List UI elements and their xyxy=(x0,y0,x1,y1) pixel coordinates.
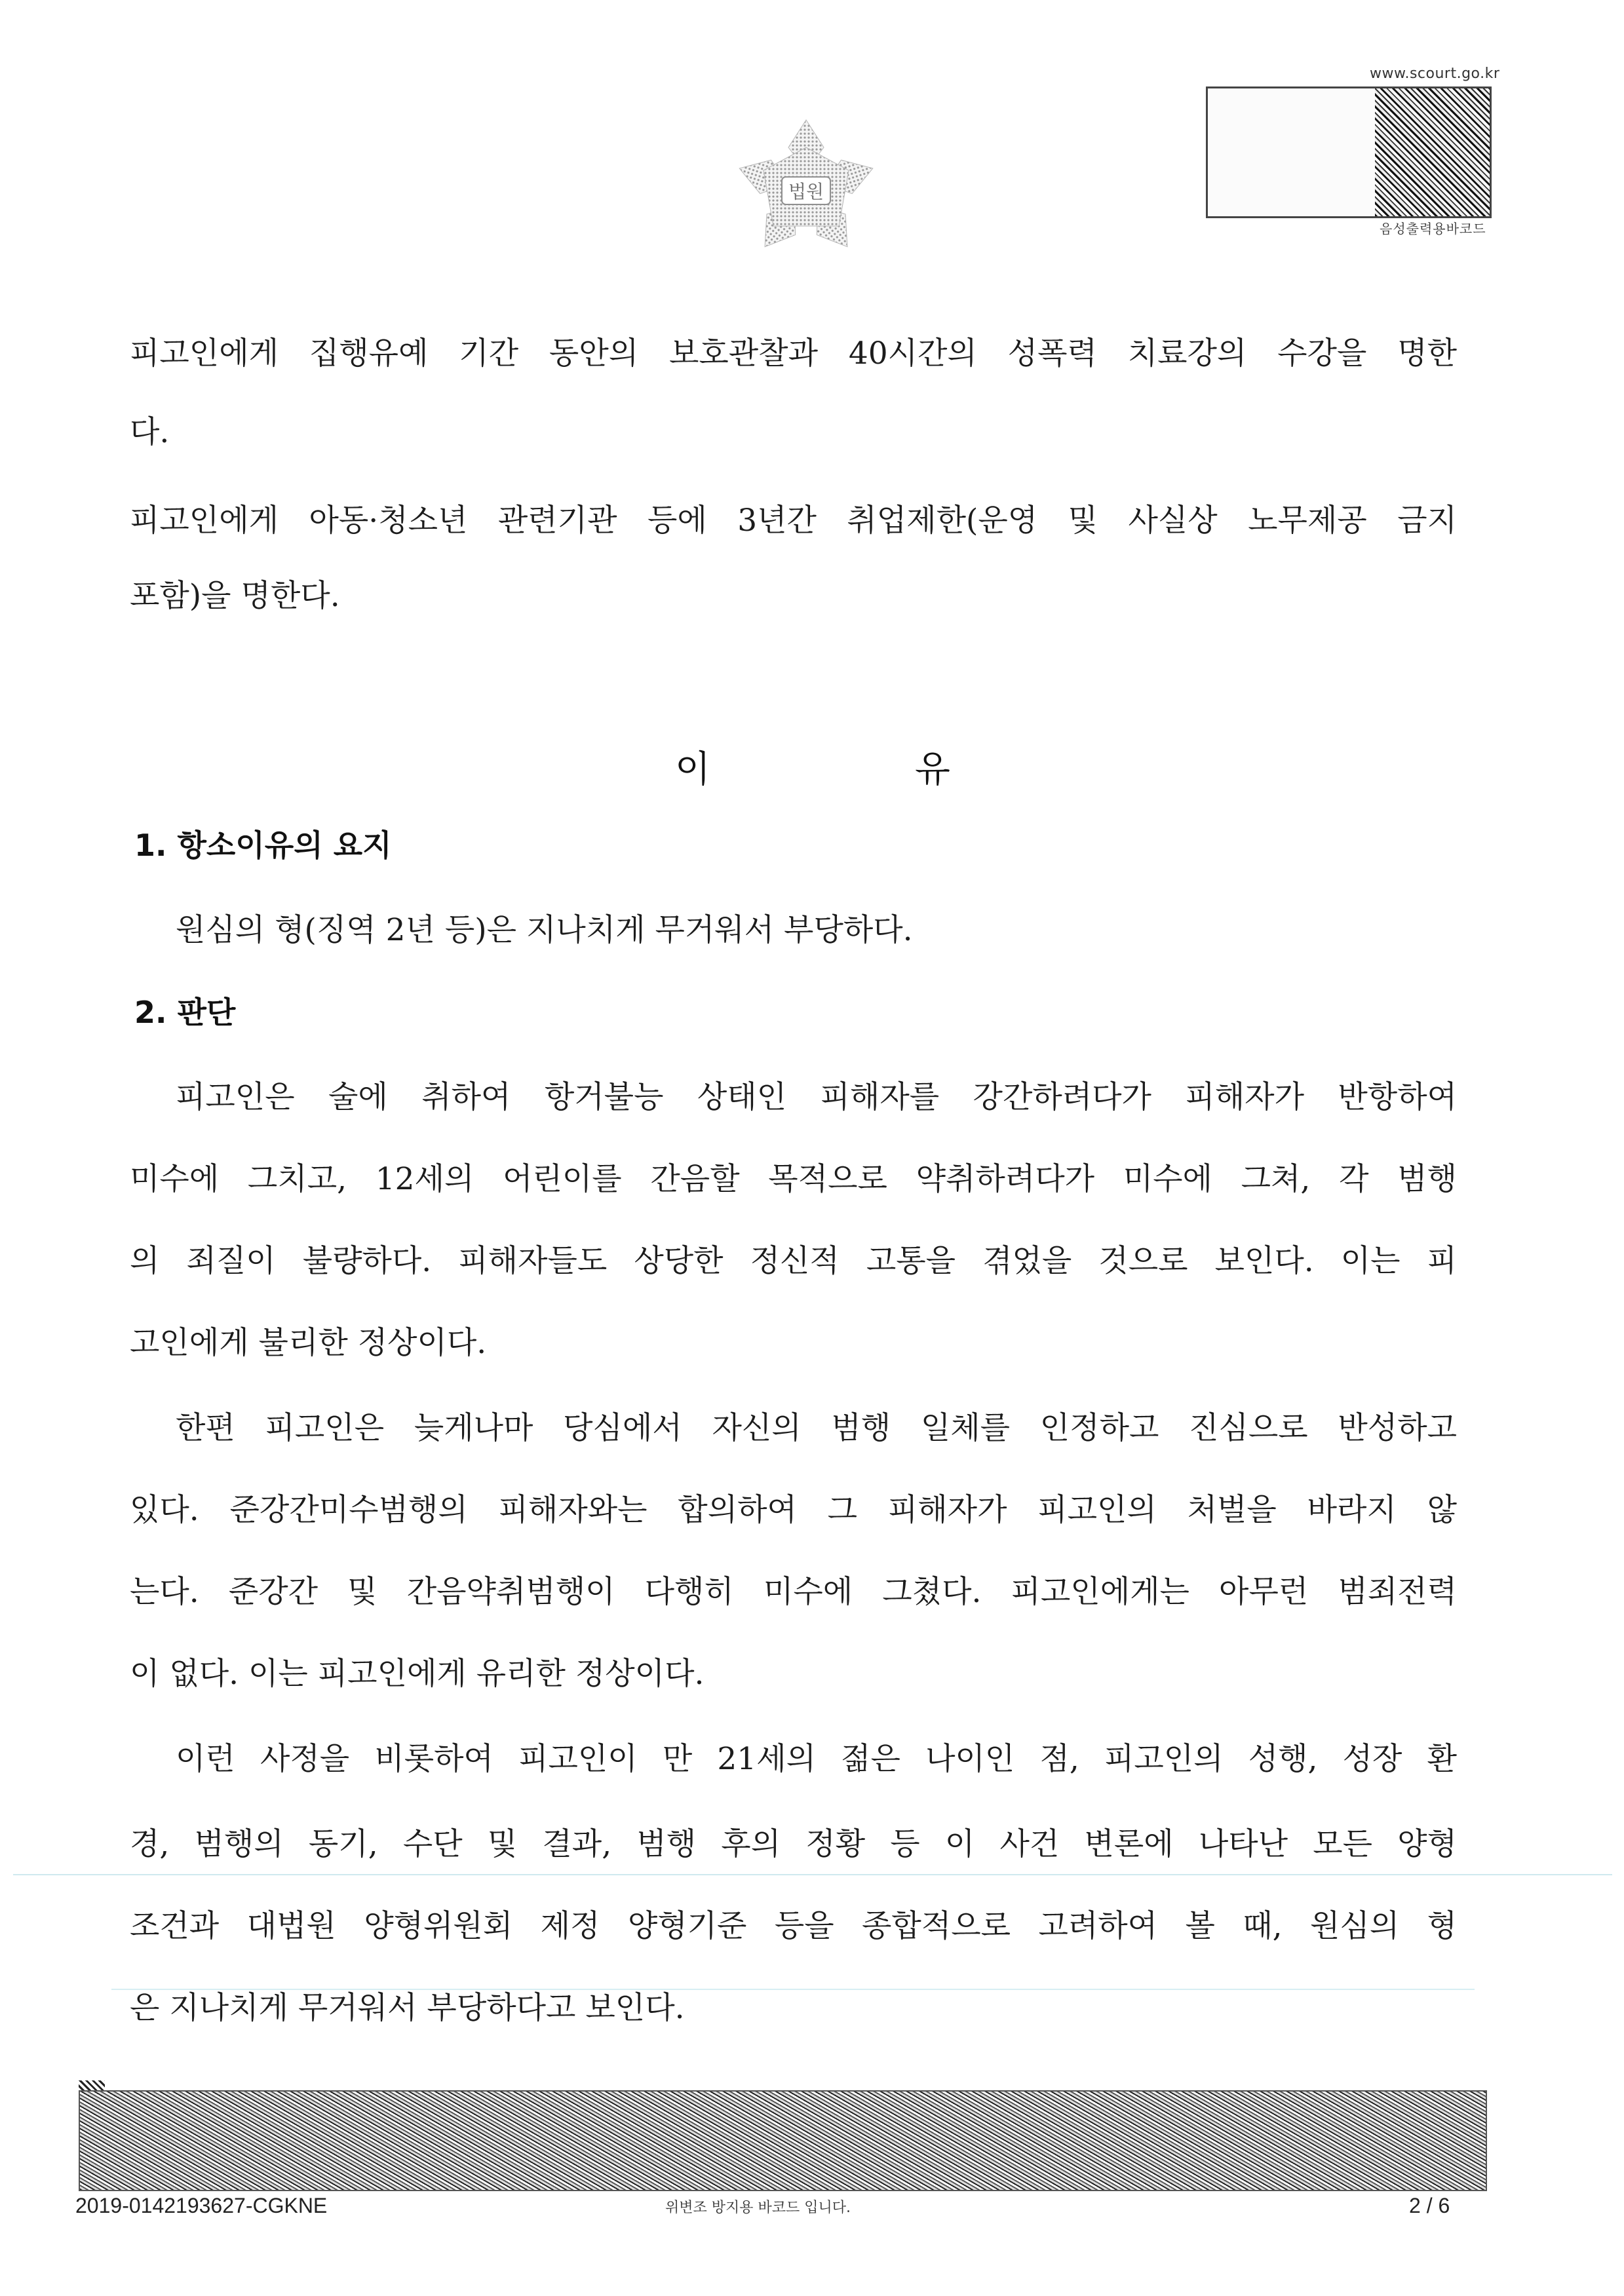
paragraph-line: 고인에게 불리한 정상이다. xyxy=(130,1325,487,1361)
barcode-pattern xyxy=(1375,88,1490,216)
anti-forgery-caption: 위변조 방지용 바코드 입니다. xyxy=(665,2200,851,2216)
section-heading: 1. 항소이유의 요지 xyxy=(134,828,392,863)
paragraph-line: 는다. 준강간 및 간음약취범행이 다행히 미수에 그쳤다. 피고인에게는 아무런 범죄전력 xyxy=(130,1574,1457,1610)
paragraph-line: 미수에 그치고, 12세의 어린이를 간음할 목적으로 약취하려다가 미수에 그쳐, 각 범행 xyxy=(130,1161,1457,1197)
paragraph-line: 조건과 대법원 양형위원회 제정 양형기준 등을 종합적으로 고려하여 볼 때, 원심의 형 xyxy=(130,1908,1457,1944)
paragraph-line: 피고인은 술에 취하여 항거불능 상태인 피해자를 강간하려다가 피해자가 반항하여 xyxy=(176,1079,1457,1115)
site-url: www.scourt.go.kr xyxy=(1370,66,1500,82)
order-line: 피고인에게 집행유예 기간 동안의 보호관찰과 40시간의 성폭력 치료강의 수강을 명한 xyxy=(130,335,1457,372)
audio-barcode xyxy=(1206,86,1492,218)
barcode-blank-area xyxy=(1208,88,1375,216)
section-heading: 2. 판단 xyxy=(134,995,236,1030)
paragraph-line: 원심의 형(징역 2년 등)은 지나치게 무거워서 부당하다. xyxy=(176,912,913,948)
scan-line xyxy=(13,1874,1612,1875)
page-number: 2 / 6 xyxy=(1409,2194,1450,2217)
order-line: 피고인에게 아동·청소년 관련기관 등에 3년간 취업제한(운영 및 사실상 노무제공 금지 xyxy=(130,503,1457,539)
scan-line xyxy=(111,1989,1475,1990)
reason-title: 이 유 xyxy=(675,748,950,791)
anti-forgery-barcode xyxy=(79,2090,1487,2191)
paragraph-line: 경, 범행의 동기, 수단 및 결과, 범행 후의 정황 등 이 사건 변론에 나타난 모든 양형 xyxy=(130,1826,1457,1862)
court-emblem-icon xyxy=(724,108,888,272)
paragraph-line: 한편 피고인은 늦게나마 당심에서 자신의 범행 일체를 인정하고 진심으로 반성하고 xyxy=(176,1410,1458,1446)
barcode-caption: 음성출력용바코드 xyxy=(1380,221,1486,237)
emblem-text: 법원 xyxy=(788,181,824,202)
order-line: 다. xyxy=(130,414,170,450)
paragraph-line: 은 지나치게 무거워서 부당하다고 보인다. xyxy=(130,1990,685,2026)
paragraph-line: 있다. 준강간미수범행의 피해자와는 합의하여 그 피해자가 피고인의 처벌을 바라지 않 xyxy=(130,1492,1457,1528)
paragraph-line: 의 죄질이 불량하다. 피해자들도 상당한 정신적 고통을 겪었을 것으로 보인다. 이는 피 xyxy=(130,1243,1457,1279)
paragraph-line: 이 없다. 이는 피고인에게 유리한 정상이다. xyxy=(130,1656,705,1692)
paragraph-line: 이런 사정을 비롯하여 피고인이 만 21세의 젊은 나이인 점, 피고인의 성행, 성장 환 xyxy=(176,1741,1457,1777)
order-line: 포함)을 명한다. xyxy=(130,578,340,614)
document-id: 2019-0142193627-CGKNE xyxy=(75,2194,328,2217)
